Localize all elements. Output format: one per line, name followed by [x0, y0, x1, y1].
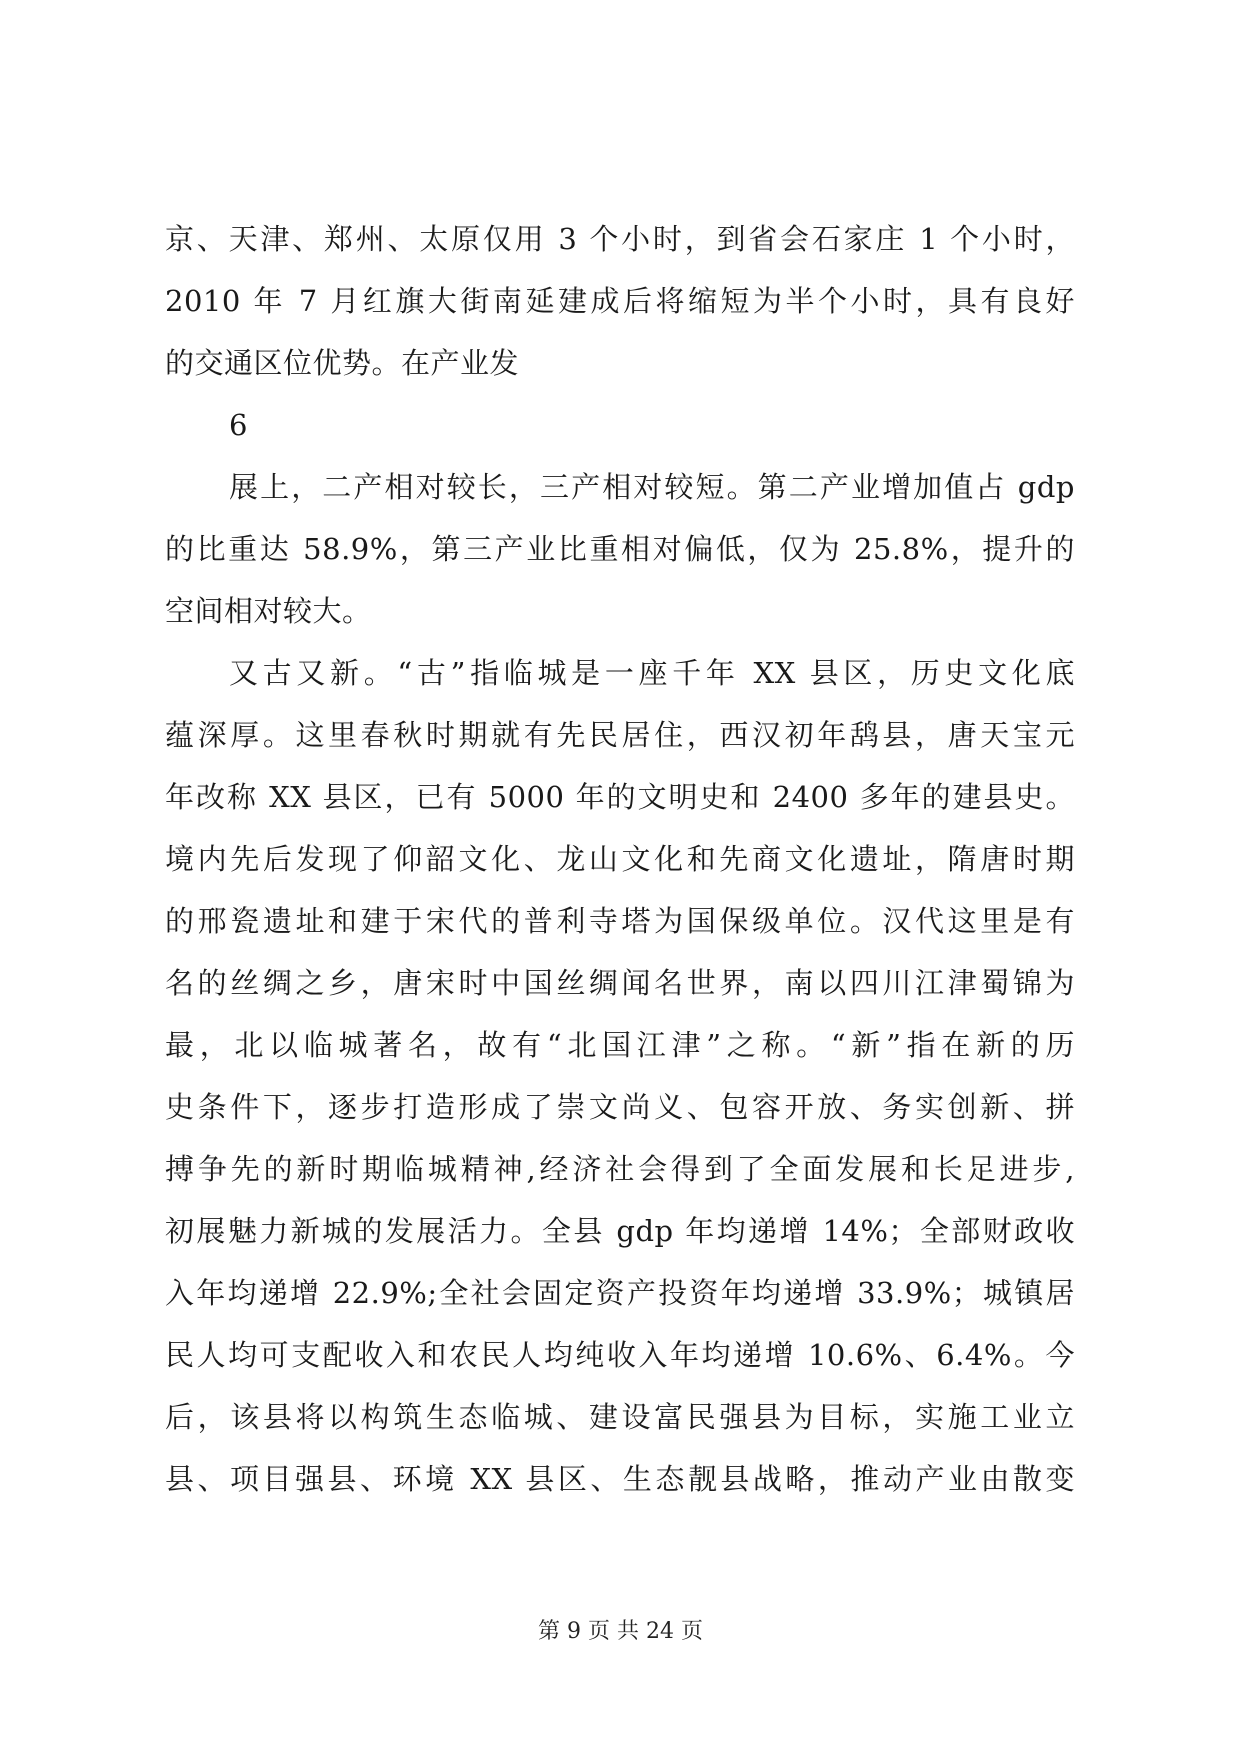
page-footer: [0, 1617, 1241, 1647]
text-line: 最，北以临城著名，故有“北国江津”之称。“新”指在新的历: [165, 1028, 1075, 1062]
text-line: 2010 年 7 月红旗大街南延建成后将缩短为半个小时，具有良好: [165, 284, 1075, 318]
text-line: 名的丝绸之乡，唐宋时中国丝绸闻名世界，南以四川江津蜀锦为: [165, 966, 1075, 1000]
text-line: 的邢瓷遗址和建于宋代的普利寺塔为国保级单位。汉代这里是有: [165, 904, 1075, 938]
document-body: [165, 208, 1075, 1510]
text-line: 后，该县将以构筑生态临城、建设富民强县为目标，实施工业立: [165, 1400, 1075, 1434]
text-line: 初展魅力新城的发展活力。全县 gdp 年均递增 14%；全部财政收: [165, 1214, 1075, 1248]
text-line: 的交通区位优势。在产业发: [165, 346, 520, 380]
text-line: 入年均递增 22.9%;全社会固定资产投资年均递增 33.9%；城镇居: [165, 1276, 1075, 1310]
text-line: 史条件下，逐步打造形成了崇文尚义、包容开放、务实创新、拼: [165, 1090, 1075, 1124]
text-line: 县、项目强县、环境 XX 县区、生态靓县战略，推动产业由散变: [165, 1462, 1075, 1496]
page-indicator: 第 9 页 共 24 页: [538, 1619, 703, 1644]
text-line: 民人均可支配收入和农民人均纯收入年均递增 10.6%、6.4%。今: [165, 1338, 1075, 1372]
text-line: 京、天津、郑州、太原仅用 3 个小时，到省会石家庄 1 个小时，: [165, 222, 1075, 256]
text-line: 境内先后发现了仰韶文化、龙山文化和先商文化遗址，隋唐时期: [165, 842, 1075, 876]
text-line: 又古又新。“古”指临城是一座千年 XX 县区，历史文化底: [229, 656, 1075, 690]
inline-page-number: 6: [229, 408, 248, 442]
text-line: 搏争先的新时期临城精神,经济社会得到了全面发展和长足进步,: [165, 1152, 1075, 1186]
text-line: 年改称 XX 县区，已有 5000 年的文明史和 2400 多年的建县史。: [165, 780, 1075, 814]
text-line: 展上，二产相对较长，三产相对较短。第二产业增加值占 gdp: [229, 470, 1075, 504]
text-line: 空间相对较大。: [165, 594, 372, 628]
text-line: 蕴深厚。这里春秋时期就有先民居住，西汉初年鸹县，唐天宝元: [165, 718, 1075, 752]
text-line: 的比重达 58.9%，第三产业比重相对偏低，仅为 25.8%，提升的: [165, 532, 1075, 566]
